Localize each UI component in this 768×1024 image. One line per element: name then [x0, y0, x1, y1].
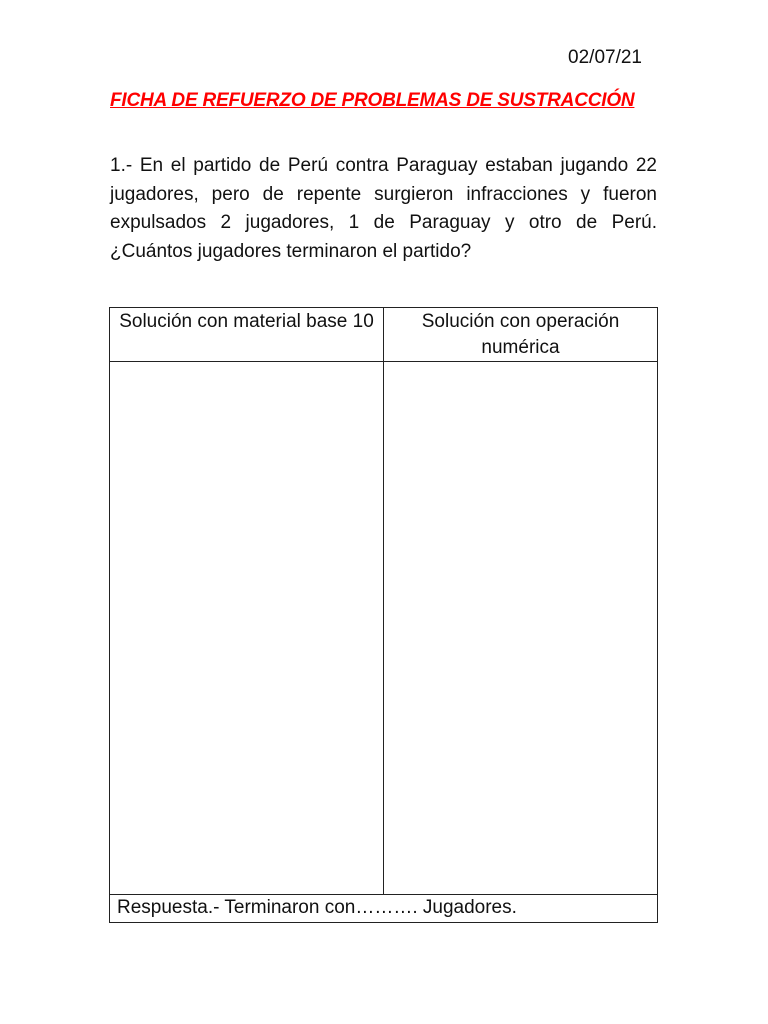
table-answer-row	[110, 895, 658, 923]
solution-table	[109, 307, 658, 923]
date-label: 02/07/21	[568, 47, 642, 68]
table-work-row	[110, 362, 658, 895]
worksheet-title: FICHA DE REFUERZO DE PROBLEMAS DE SUSTRACCIÓN	[110, 90, 635, 111]
table-header-row	[110, 308, 658, 362]
work-area-material[interactable]	[110, 362, 384, 895]
problem-statement: 1.- En el partido de Perú contra Paraguay estaban jugando 22 jugadores, pero de repente surgieron infracciones y fueron expulsados 2 jugadores, 1 de Paraguay y otro de Perú. ¿Cuántos jugadores terminaron el partido?	[110, 155, 657, 262]
work-area-operation[interactable]	[384, 362, 658, 895]
answer-line[interactable]: Respuesta.- Terminaron con………. Jugadores.	[110, 895, 658, 923]
header-numeric-operation: Solución con operación numérica	[384, 308, 658, 362]
header-material-base-10: Solución con material base 10	[110, 308, 384, 362]
